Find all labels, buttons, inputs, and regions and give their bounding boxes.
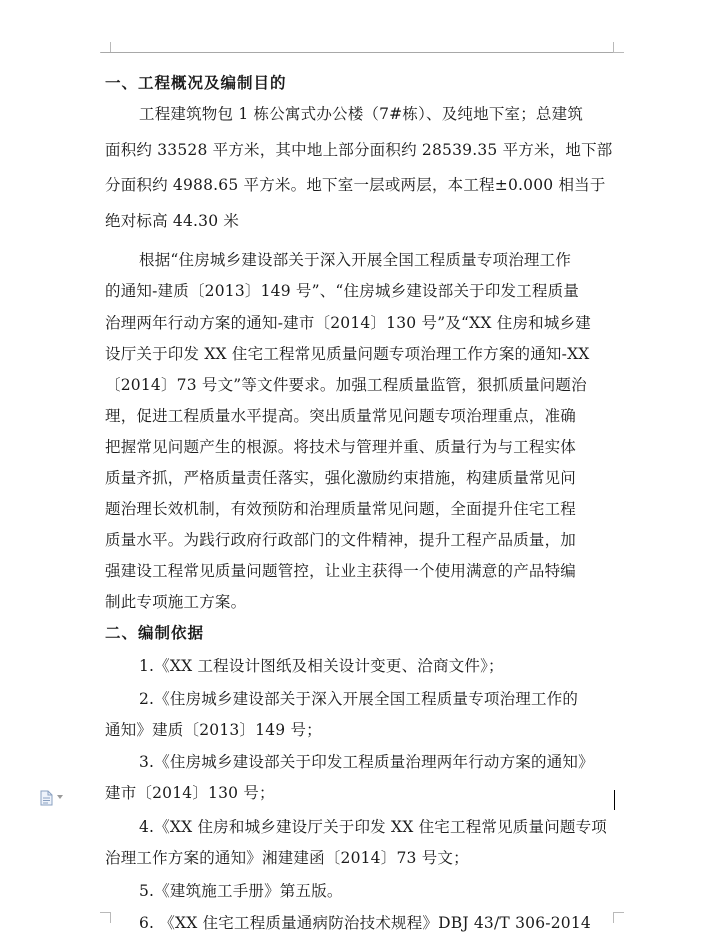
paragraph-line: 强建设工程常见质量问题管控，让业主获得一个使用满意的产品特编	[105, 562, 577, 580]
paragraph-line: 面积约 33528 平方米，其中地上部分面积约 28539.35 平方米，地下部	[105, 141, 613, 159]
list-item: 2.《住房城乡建设部关于深入开展全国工程质量专项治理工作的	[139, 690, 579, 708]
paragraph-line: 分面积约 4988.65 平方米。地下室一层或两层，本工程±0.000 相当于	[105, 176, 606, 194]
paragraph-line: 的通知-建质〔2013〕149 号”、“住房城乡建设部关于印发工程质量	[105, 282, 580, 300]
paragraph-line: 设厅关于印发 XX 住宅工程常见质量问题专项治理工作方案的通知-XX	[105, 345, 590, 363]
paragraph-line: 根据“住房城乡建设部关于深入开展全国工程质量专项治理工作	[139, 251, 572, 269]
paragraph-line: 〔2014〕73 号文”等文件要求。加强工程质量监管，狠抓质量问题治	[105, 376, 587, 394]
paragraph-line: 工程建筑物包 1 栋公寓式办公楼（7#栋）、及纯地下室；总建筑	[139, 105, 584, 123]
section-heading: 二、编制依据	[105, 623, 205, 642]
text-cursor	[614, 790, 615, 810]
page-corner-marker-bottom-left	[100, 912, 111, 923]
paragraph-line: 绝对标高 44.30 米	[105, 212, 240, 230]
list-item: 建市〔2014〕130 号；	[105, 784, 275, 802]
paragraph-line: 质量水平。为践行政府行政部门的文件精神，提升工程产品质量，加	[105, 531, 577, 549]
list-item: 4.《XX 住房和城乡建设厅关于印发 XX 住宅工程常见质量问题专项	[139, 818, 608, 836]
list-item: 治理工作方案的通知》湘建建函〔2014〕73 号文；	[105, 849, 469, 867]
list-item: 5.《建筑施工手册》第五版。	[139, 882, 343, 900]
paragraph-line: 把握常见问题产生的根源。将技术与管理并重、质量行为与工程实体	[105, 438, 577, 456]
paragraph-line: 制此专项施工方案。	[105, 593, 247, 611]
chevron-down-icon[interactable]	[57, 795, 63, 799]
header-rule	[101, 52, 613, 53]
list-item: 1.《XX 工程设计图纸及相关设计变更、洽商文件》；	[139, 657, 504, 675]
paragraph-line: 治理两年行动方案的通知-建市〔2014〕130 号”及“XX 住房和城乡建	[105, 314, 591, 332]
paragraph-line: 理，促进工程质量水平提高。突出质量常见问题专项治理重点，准确	[105, 407, 577, 425]
list-item: 通知》建质〔2013〕149 号；	[105, 721, 322, 739]
paragraph-line: 质量齐抓，严格质量责任落实，强化激励约束措施，构建质量常见问	[105, 469, 577, 487]
paragraph-line: 题治理长效机制，有效预防和治理质量常见问题，全面提升住宅工程	[105, 500, 577, 518]
document-icon[interactable]	[40, 790, 53, 806]
page-corner-marker-top-right	[613, 42, 624, 53]
list-item: 6. 《XX 住宅工程质量通病防治技术规程》DBJ 43/T 306-2014	[139, 914, 591, 932]
list-item: 3.《住房城乡建设部关于印发工程质量治理两年行动方案的通知》	[139, 753, 594, 771]
section-heading: 一、工程概况及编制目的	[105, 73, 287, 92]
